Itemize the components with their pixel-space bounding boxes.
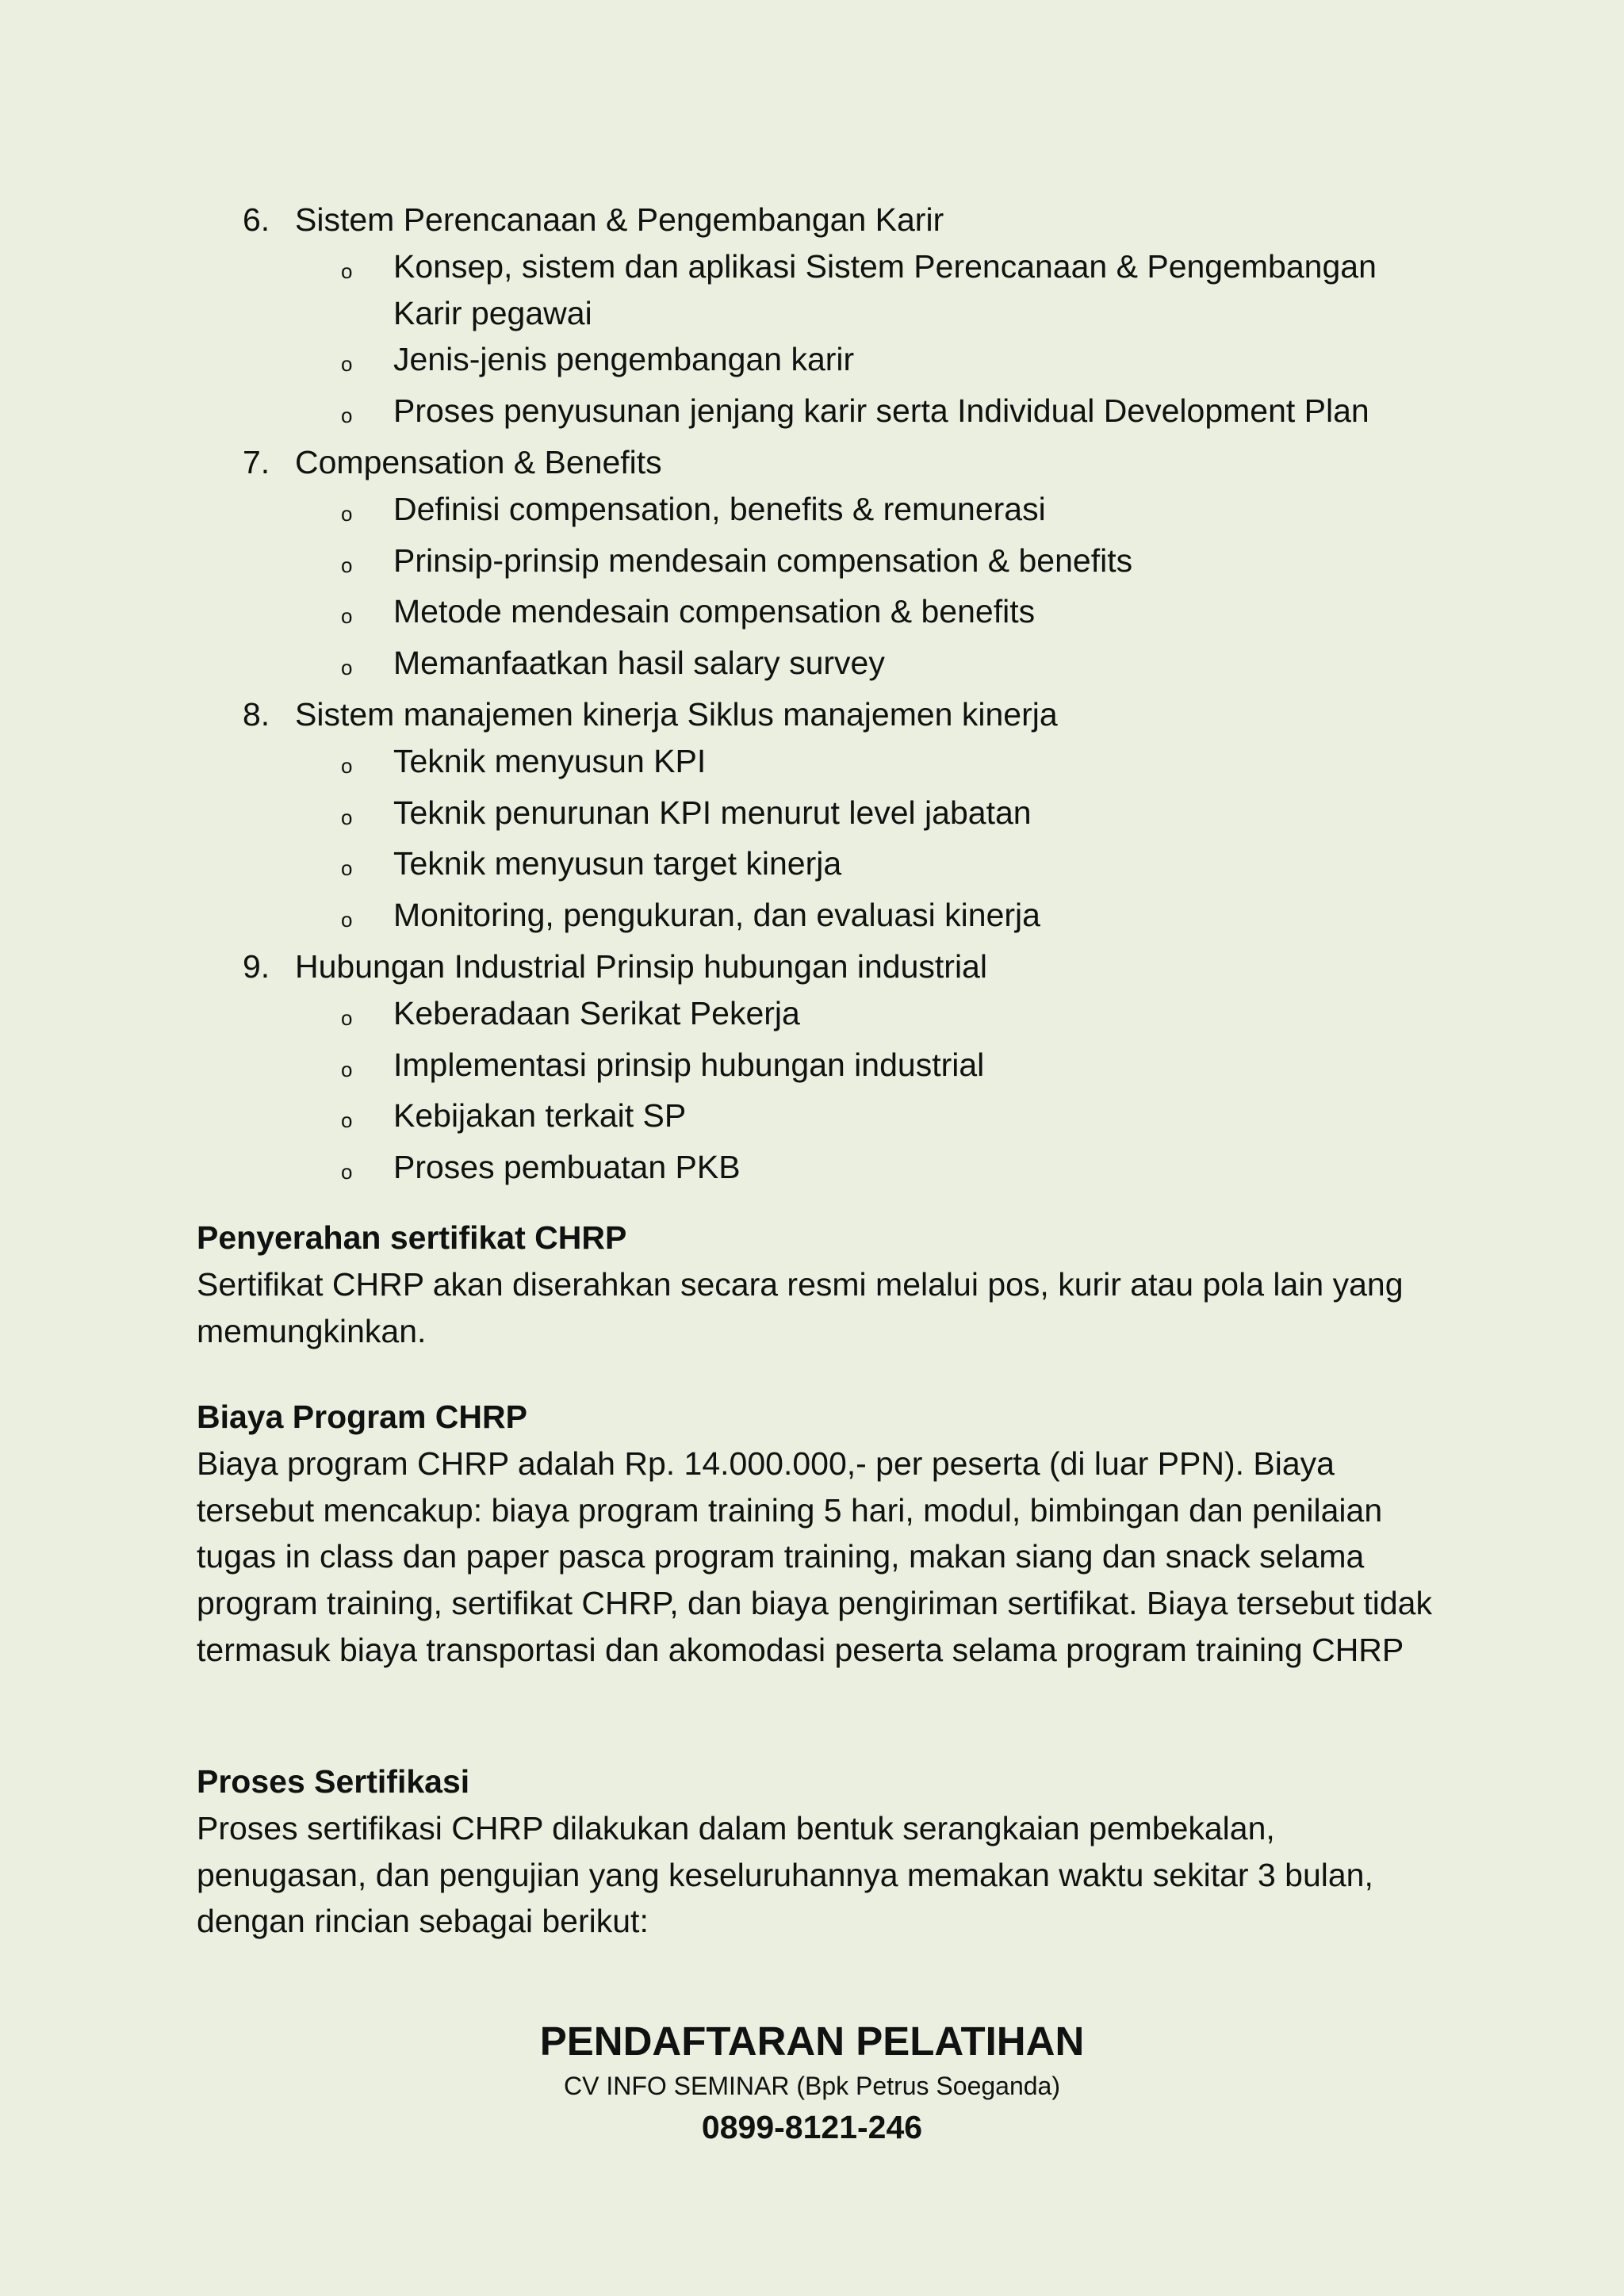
subtopic-item — [341, 790, 1448, 841]
bullet-circle-icon: o — [341, 908, 353, 932]
bullet-circle-icon: o — [341, 856, 353, 881]
subtopic-text: Proses pembuatan PKB — [393, 1149, 741, 1186]
cost-section — [197, 1394, 1434, 1674]
subtopic-text: Implementasi prinsip hubungan industrial — [393, 1046, 985, 1083]
topic-item — [243, 439, 1448, 691]
certificate-section — [197, 1215, 1434, 1354]
subtopic-text: Jenis-jenis pengembangan karir — [393, 341, 855, 378]
subtopic-text: Monitoring, pengukuran, dan evaluasi kinerja — [393, 897, 1040, 934]
subtopic-item — [341, 538, 1448, 589]
bullet-circle-icon: o — [341, 805, 353, 829]
organizer-name: CV INFO SEMINAR (Bpk Petrus Soeganda) — [564, 2072, 1060, 2100]
subtopic-text: Teknik menyusun KPI — [393, 742, 707, 779]
subtopic-list — [243, 990, 1448, 1196]
bullet-circle-icon: o — [341, 352, 353, 377]
bullet-circle-icon: o — [341, 604, 353, 629]
topic-number: 8. — [243, 695, 270, 733]
registration-footer — [0, 2015, 1624, 2150]
bullet-circle-icon: o — [341, 1160, 353, 1184]
subtopic-item — [341, 840, 1448, 892]
topic-number: 9. — [243, 947, 270, 985]
section-heading: Proses Sertifikasi — [197, 1763, 470, 1800]
topic-number: 6. — [243, 201, 270, 238]
subtopic-item — [341, 486, 1448, 538]
process-section — [197, 1758, 1434, 1945]
registration-title: PENDAFTARAN PELATIHAN — [539, 2019, 1085, 2064]
subtopic-text: Metode mendesain compensation & benefits — [393, 593, 1036, 630]
topic-title: Compensation & Benefits — [295, 443, 662, 480]
subtopic-text: Konsep, sistem dan aplikasi Sistem Perencanaan & Pengembangan Karir pegawai — [393, 247, 1377, 331]
topic-title: Sistem Perencanaan & Pengembangan Karir — [295, 201, 944, 238]
subtopic-item — [341, 1042, 1448, 1093]
bullet-circle-icon: o — [341, 753, 353, 778]
topic-title: Sistem manajemen kinerja Siklus manajemen kinerja — [295, 695, 1058, 733]
subtopic-item — [341, 640, 1448, 691]
subtopic-item — [341, 990, 1448, 1042]
subtopic-text: Kebijakan terkait SP — [393, 1097, 687, 1135]
subtopic-text: Teknik menyusun target kinerja — [393, 845, 842, 882]
subtopic-item — [341, 243, 1448, 337]
bullet-circle-icon: o — [341, 656, 353, 680]
subtopic-text: Memanfaatkan hasil salary survey — [393, 645, 885, 682]
phone-number: 0899-8121-246 — [701, 2109, 923, 2145]
subtopic-item — [341, 588, 1448, 640]
topic-item — [243, 197, 1448, 439]
subtopic-item — [341, 1093, 1448, 1144]
subtopic-list — [243, 738, 1448, 943]
section-heading: Penyerahan sertifikat CHRP — [197, 1219, 627, 1256]
bullet-circle-icon: o — [341, 1057, 353, 1081]
subtopic-item — [341, 738, 1448, 790]
subtopic-text: Prinsip-prinsip mendesain compensation & benefits — [393, 541, 1133, 579]
topic-item — [243, 691, 1448, 943]
bullet-circle-icon: o — [341, 553, 353, 577]
subtopic-text: Teknik penurunan KPI menurut level jabatan — [393, 794, 1032, 831]
section-body: Sertifikat CHRP akan diserahkan secara resmi melalui pos, kurir atau pola lain yang memungkinkan. — [197, 1265, 1404, 1349]
bullet-circle-icon: o — [341, 404, 353, 428]
subtopic-item — [341, 1144, 1448, 1196]
topic-title: Hubungan Industrial Prinsip hubungan industrial — [295, 947, 987, 985]
subtopic-text: Definisi compensation, benefits & remunerasi — [393, 490, 1046, 527]
section-body: Biaya program CHRP adalah Rp. 14.000.000,- per peserta (di luar PPN). Biaya tersebut mencakup: biaya program training 5 hari, modul, bimbingan dan penilaian tugas in class dan paper pasca program training, makan siang dan snack selama program training, sertifikat CHRP, dan biaya pengiriman sertifikat. Biaya tersebut tidak termasuk biaya transportasi dan akomodasi peserta selama program training CHRP — [197, 1445, 1432, 1668]
bullet-circle-icon: o — [341, 1005, 353, 1030]
section-heading: Biaya Program CHRP — [197, 1399, 527, 1435]
bullet-circle-icon: o — [341, 501, 353, 526]
bullet-circle-icon: o — [341, 1108, 353, 1133]
subtopic-list — [243, 486, 1448, 691]
topic-item — [243, 943, 1448, 1196]
section-body: Proses sertifikasi CHRP dilakukan dalam bentuk serangkaian pembekalan, penugasan, dan pengujian yang keseluruhannya memakan waktu sekitar 3 bulan, dengan rincian sebagai berikut: — [197, 1809, 1373, 1940]
subtopic-item — [341, 388, 1448, 439]
bullet-circle-icon: o — [341, 258, 353, 283]
subtopic-list — [243, 243, 1448, 439]
topic-number: 7. — [243, 443, 270, 480]
topic-list — [243, 197, 1448, 1196]
subtopic-item — [341, 892, 1448, 943]
subtopic-item — [341, 336, 1448, 388]
subtopic-text: Proses penyusunan jenjang karir serta Individual Development Plan — [393, 392, 1369, 430]
subtopic-text: Keberadaan Serikat Pekerja — [393, 994, 800, 1031]
